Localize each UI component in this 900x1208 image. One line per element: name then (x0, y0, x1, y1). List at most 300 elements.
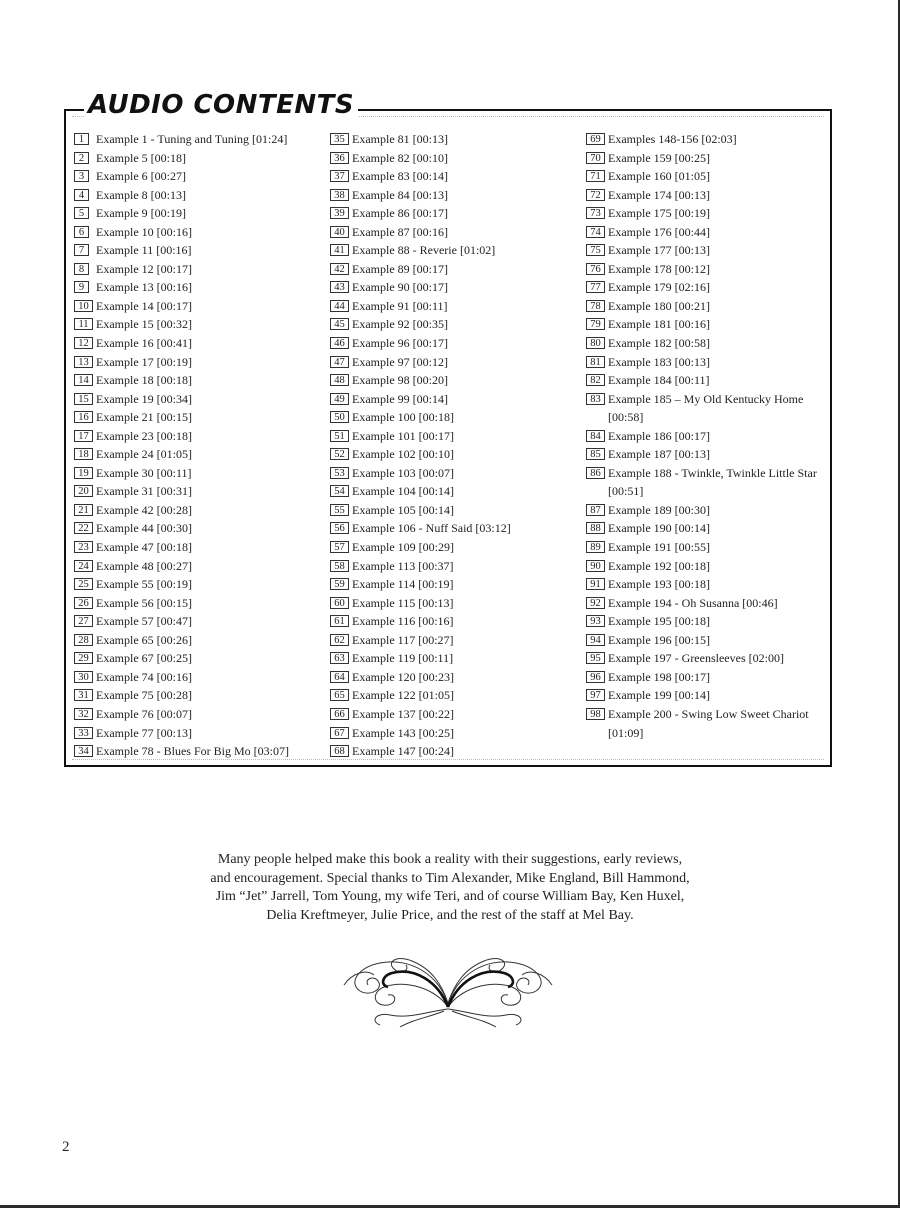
track-title: Example 200 - Swing Low Sweet Chariot [01:09] (608, 706, 809, 740)
track-item (330, 334, 580, 353)
track-item (586, 315, 836, 334)
track-title: Example 12 [00:17] (96, 261, 192, 276)
track-number-box: 55 (330, 504, 349, 516)
track-item (74, 186, 324, 205)
track-number-box: 35 (330, 133, 349, 145)
track-number-box: 19 (74, 467, 93, 479)
track-title: Example 55 [00:19] (96, 577, 192, 592)
track-item (74, 427, 324, 446)
track-title: Example 159 [00:25] (608, 150, 710, 165)
track-item (586, 427, 836, 446)
track-item (330, 575, 580, 594)
track-title: Example 24 [01:05] (96, 447, 192, 462)
track-item (74, 482, 324, 501)
track-title: Example 86 [00:17] (352, 206, 448, 221)
track-number-box: 74 (586, 226, 605, 238)
track-number-box: 88 (586, 522, 605, 534)
track-title: Example 44 [00:30] (96, 521, 192, 536)
track-item (586, 538, 836, 557)
track-number-box: 92 (586, 597, 605, 609)
track-title: Example 147 [00:24] (352, 744, 454, 759)
track-number-box: 47 (330, 356, 349, 368)
track-title: Example 176 [00:44] (608, 224, 710, 239)
track-title: Example 102 [00:10] (352, 447, 454, 462)
track-item (74, 519, 324, 538)
track-column-2 (330, 130, 580, 761)
track-number-box: 54 (330, 485, 349, 497)
track-title: Example 31 [00:31] (96, 484, 192, 499)
track-item (330, 390, 580, 409)
track-number-box: 1 (74, 133, 89, 145)
track-number-box: 27 (74, 615, 93, 627)
track-number-box: 71 (586, 170, 605, 182)
track-title: Example 88 - Reverie [01:02] (352, 243, 496, 258)
track-item (586, 705, 836, 742)
track-item (330, 501, 580, 520)
track-item (586, 445, 836, 464)
track-number-box: 3 (74, 170, 89, 182)
track-item (586, 649, 836, 668)
track-title: Example 179 [02:16] (608, 280, 710, 295)
track-number-box: 77 (586, 281, 605, 293)
track-number-box: 36 (330, 152, 349, 164)
track-number-box: 9 (74, 281, 89, 293)
track-item (74, 705, 324, 724)
acknowledgements-line: Jim “Jet” Jarrell, Tom Young, my wife Teri, and of course William Bay, Ken Huxel, (215, 889, 685, 904)
track-number-box: 50 (330, 411, 349, 423)
track-number-box: 80 (586, 337, 605, 349)
track-title: Example 75 [00:28] (96, 688, 192, 703)
track-title: Example 106 - Nuff Said [03:12] (352, 521, 511, 536)
track-item (330, 186, 580, 205)
track-item (330, 241, 580, 260)
track-item (586, 519, 836, 538)
track-title: Example 89 [00:17] (352, 261, 448, 276)
track-item (74, 390, 324, 409)
track-number-box: 58 (330, 560, 349, 572)
track-title: Example 103 [00:07] (352, 465, 454, 480)
track-title: Example 96 [00:17] (352, 336, 448, 351)
track-item (330, 538, 580, 557)
track-item (330, 668, 580, 687)
track-title: Example 174 [00:13] (608, 187, 710, 202)
track-title: Example 6 [00:27] (96, 169, 186, 184)
track-item (74, 149, 324, 168)
track-item (74, 315, 324, 334)
track-title: Example 23 [00:18] (96, 428, 192, 443)
track-title: Example 104 [00:14] (352, 484, 454, 499)
track-item (586, 594, 836, 613)
track-number-box: 23 (74, 541, 93, 553)
track-number-box: 29 (74, 652, 93, 664)
track-item (74, 241, 324, 260)
track-item (586, 278, 836, 297)
track-item (74, 631, 324, 650)
track-item (74, 334, 324, 353)
track-item (586, 167, 836, 186)
track-number-box: 69 (586, 133, 605, 145)
track-title: Example 14 [00:17] (96, 298, 192, 313)
track-number-box: 66 (330, 708, 349, 720)
track-item (586, 223, 836, 242)
track-title: Example 197 - Greensleeves [02:00] (608, 651, 784, 666)
track-item (586, 260, 836, 279)
track-title: Example 198 [00:17] (608, 669, 710, 684)
track-number-box: 25 (74, 578, 93, 590)
track-item (74, 464, 324, 483)
track-column-1 (74, 130, 324, 761)
track-title: Example 84 [00:13] (352, 187, 448, 202)
track-number-box: 49 (330, 393, 349, 405)
track-number-box: 67 (330, 727, 349, 739)
track-number-box: 39 (330, 207, 349, 219)
track-number-box: 64 (330, 671, 349, 683)
track-item (74, 353, 324, 372)
track-number-box: 53 (330, 467, 349, 479)
track-number-box: 96 (586, 671, 605, 683)
track-number-box: 44 (330, 300, 349, 312)
track-title: Example 195 [00:18] (608, 614, 710, 629)
track-item (330, 204, 580, 223)
track-title: Example 9 [00:19] (96, 206, 186, 221)
track-number-box: 90 (586, 560, 605, 572)
track-title: Example 47 [00:18] (96, 540, 192, 555)
track-title: Example 194 - Oh Susanna [00:46] (608, 595, 778, 610)
track-number-box: 46 (330, 337, 349, 349)
flourish-ornament-icon (340, 945, 556, 1029)
track-item (586, 130, 836, 149)
track-item (74, 260, 324, 279)
track-item (330, 371, 580, 390)
track-title: Example 117 [00:27] (352, 632, 454, 647)
track-number-box: 42 (330, 263, 349, 275)
page-number: 2 (62, 1139, 70, 1155)
track-number-box: 24 (74, 560, 93, 572)
track-title: Example 190 [00:14] (608, 521, 710, 536)
track-number-box: 45 (330, 318, 349, 330)
track-title: Example 137 [00:22] (352, 706, 454, 721)
track-item (74, 204, 324, 223)
track-number-box: 98 (586, 708, 605, 720)
track-number-box: 65 (330, 689, 349, 701)
track-title: Example 18 [00:18] (96, 373, 192, 388)
track-number-box: 75 (586, 244, 605, 256)
track-item (74, 130, 324, 149)
track-item (586, 631, 836, 650)
track-title: Example 191 [00:55] (608, 540, 710, 555)
track-item (74, 297, 324, 316)
track-title: Example 180 [00:21] (608, 298, 710, 313)
track-title: Example 116 [00:16] (352, 614, 454, 629)
track-number-box: 4 (74, 189, 89, 201)
track-number-box: 40 (330, 226, 349, 238)
track-item (330, 594, 580, 613)
track-number-box: 22 (74, 522, 93, 534)
track-title: Example 99 [00:14] (352, 391, 448, 406)
track-number-box: 48 (330, 374, 349, 386)
track-item (330, 223, 580, 242)
track-item (586, 464, 836, 501)
track-number-box: 59 (330, 578, 349, 590)
track-item (330, 557, 580, 576)
track-column-3 (586, 130, 836, 742)
track-title: Example 113 [00:37] (352, 558, 454, 573)
track-item (74, 686, 324, 705)
track-number-box: 12 (74, 337, 93, 349)
track-number-box: 95 (586, 652, 605, 664)
track-number-box: 76 (586, 263, 605, 275)
track-item (586, 390, 836, 427)
track-number-box: 17 (74, 430, 93, 442)
track-title: Example 8 [00:13] (96, 187, 186, 202)
acknowledgements (150, 851, 750, 925)
track-item (330, 519, 580, 538)
track-item (330, 427, 580, 446)
track-item (330, 612, 580, 631)
track-title: Example 74 [00:16] (96, 669, 192, 684)
track-title: Example 56 [00:15] (96, 595, 192, 610)
track-number-box: 82 (586, 374, 605, 386)
track-title: Example 30 [00:11] (96, 465, 192, 480)
track-number-box: 7 (74, 244, 89, 256)
track-number-box: 52 (330, 448, 349, 460)
track-item (586, 612, 836, 631)
track-number-box: 32 (74, 708, 93, 720)
track-item (74, 223, 324, 242)
track-item (330, 297, 580, 316)
track-number-box: 60 (330, 597, 349, 609)
acknowledgements-line: Many people helped make this book a reality with their suggestions, early reviews, (217, 852, 683, 867)
track-item (586, 501, 836, 520)
track-number-box: 38 (330, 189, 349, 201)
track-item (74, 668, 324, 687)
track-item (586, 575, 836, 594)
track-item (586, 241, 836, 260)
track-title: Example 119 [00:11] (352, 651, 454, 666)
track-item (586, 334, 836, 353)
track-item (330, 705, 580, 724)
track-title: Example 199 [00:14] (608, 688, 710, 703)
track-item (330, 649, 580, 668)
track-title: Example 181 [00:16] (608, 317, 710, 332)
track-title: Example 48 [00:27] (96, 558, 192, 573)
track-title: Example 178 [00:12] (608, 261, 710, 276)
track-title: Example 19 [00:34] (96, 391, 192, 406)
track-title: Example 92 [00:35] (352, 317, 448, 332)
track-title: Examples 148-156 [02:03] (608, 132, 737, 146)
track-item (330, 315, 580, 334)
track-number-box: 11 (74, 318, 93, 330)
track-item (330, 482, 580, 501)
track-title: Example 122 [01:05] (352, 688, 454, 703)
track-title: Example 65 [00:26] (96, 632, 192, 647)
track-title: Example 120 [00:23] (352, 669, 454, 684)
track-item (330, 686, 580, 705)
track-number-box: 91 (586, 578, 605, 590)
track-item (330, 149, 580, 168)
track-title: Example 90 [00:17] (352, 280, 448, 295)
track-item (74, 278, 324, 297)
acknowledgements-line: and encouragement. Special thanks to Tim Alexander, Mike England, Bill Hammond, (210, 870, 690, 886)
track-number-box: 85 (586, 448, 605, 460)
track-title: Example 15 [00:32] (96, 317, 192, 332)
track-number-box: 26 (74, 597, 93, 609)
track-item (330, 353, 580, 372)
track-title: Example 42 [00:28] (96, 502, 192, 517)
track-title: Example 82 [00:10] (352, 150, 448, 165)
track-item (74, 594, 324, 613)
track-title: Example 97 [00:12] (352, 354, 448, 369)
track-title: Example 186 [00:17] (608, 428, 710, 443)
track-number-box: 30 (74, 671, 93, 683)
track-title: Example 115 [00:13] (352, 595, 454, 610)
track-title: Example 189 [00:30] (608, 502, 710, 517)
track-item (74, 612, 324, 631)
track-title: Example 83 [00:14] (352, 169, 448, 184)
track-item (74, 742, 324, 761)
track-number-box: 13 (74, 356, 93, 368)
track-number-box: 20 (74, 485, 93, 497)
track-title: Example 182 [00:58] (608, 336, 710, 351)
track-number-box: 28 (74, 634, 93, 646)
track-number-box: 37 (330, 170, 349, 182)
track-item (74, 724, 324, 743)
track-title: Example 114 [00:19] (352, 577, 454, 592)
track-item (330, 631, 580, 650)
track-title: Example 196 [00:15] (608, 632, 710, 647)
track-number-box: 86 (586, 467, 605, 479)
track-item (74, 501, 324, 520)
track-item (330, 278, 580, 297)
track-number-box: 87 (586, 504, 605, 516)
track-number-box: 68 (330, 745, 349, 757)
track-number-box: 33 (74, 727, 93, 739)
track-title: Example 5 [00:18] (96, 150, 186, 165)
track-item (586, 557, 836, 576)
track-number-box: 15 (74, 393, 93, 405)
track-item (330, 408, 580, 427)
track-number-box: 8 (74, 263, 89, 275)
track-title: Example 160 [01:05] (608, 169, 710, 184)
track-title: Example 193 [00:18] (608, 577, 710, 592)
track-number-box: 70 (586, 152, 605, 164)
track-item (74, 371, 324, 390)
track-title: Example 105 [00:14] (352, 502, 454, 517)
track-number-box: 81 (586, 356, 605, 368)
track-title: Example 183 [00:13] (608, 354, 710, 369)
track-title: Example 10 [00:16] (96, 224, 192, 239)
audio-contents-title: AUDIO CONTENTS (84, 88, 358, 122)
track-item (74, 557, 324, 576)
track-title: Example 109 [00:29] (352, 540, 454, 555)
track-item (74, 167, 324, 186)
track-item (586, 371, 836, 390)
track-title: Example 67 [00:25] (96, 651, 192, 666)
track-title: Example 87 [00:16] (352, 224, 448, 239)
track-item (330, 742, 580, 761)
track-number-box: 94 (586, 634, 605, 646)
track-number-box: 56 (330, 522, 349, 534)
track-item (586, 686, 836, 705)
track-number-box: 14 (74, 374, 93, 386)
track-number-box: 62 (330, 634, 349, 646)
track-number-box: 78 (586, 300, 605, 312)
track-title: Example 17 [00:19] (96, 354, 192, 369)
track-item (330, 167, 580, 186)
track-item (74, 538, 324, 557)
track-item (74, 445, 324, 464)
track-item (586, 668, 836, 687)
track-number-box: 18 (74, 448, 93, 460)
track-title: Example 1 - Tuning and Tuning [01:24] (96, 132, 288, 146)
track-item (586, 297, 836, 316)
track-title: Example 187 [00:13] (608, 447, 710, 462)
track-number-box: 10 (74, 300, 93, 312)
track-title: Example 76 [00:07] (96, 706, 192, 721)
track-number-box: 31 (74, 689, 93, 701)
track-title: Example 175 [00:19] (608, 206, 710, 221)
track-item (586, 204, 836, 223)
track-item (586, 353, 836, 372)
track-title: Example 78 - Blues For Big Mo [03:07] (96, 744, 289, 759)
track-number-box: 21 (74, 504, 93, 516)
track-item (330, 464, 580, 483)
track-item (330, 724, 580, 743)
track-item (586, 186, 836, 205)
track-number-box: 2 (74, 152, 89, 164)
track-title: Example 81 [00:13] (352, 132, 448, 146)
track-title: Example 100 [00:18] (352, 410, 454, 425)
track-number-box: 16 (74, 411, 93, 423)
track-item (330, 445, 580, 464)
track-item (74, 649, 324, 668)
track-item (586, 149, 836, 168)
track-number-box: 61 (330, 615, 349, 627)
track-title: Example 13 [00:16] (96, 280, 192, 295)
track-title: Example 143 [00:25] (352, 725, 454, 740)
track-number-box: 41 (330, 244, 349, 256)
track-title: Example 185 – My Old Kentucky Home [00:58] (608, 391, 804, 425)
track-item (330, 260, 580, 279)
track-title: Example 101 [00:17] (352, 428, 454, 443)
track-number-box: 93 (586, 615, 605, 627)
track-title: Example 21 [00:15] (96, 410, 192, 425)
track-title: Example 188 - Twinkle, Twinkle Little Star [00:51] (608, 465, 817, 499)
track-title: Example 98 [00:20] (352, 373, 448, 388)
track-title: Example 11 [00:16] (96, 243, 192, 258)
track-title: Example 77 [00:13] (96, 725, 192, 740)
track-number-box: 97 (586, 689, 605, 701)
track-number-box: 79 (586, 318, 605, 330)
track-number-box: 57 (330, 541, 349, 553)
track-number-box: 83 (586, 393, 605, 405)
track-title: Example 57 [00:47] (96, 614, 192, 629)
track-item (330, 130, 580, 149)
track-number-box: 6 (74, 226, 89, 238)
track-number-box: 89 (586, 541, 605, 553)
track-title: Example 177 [00:13] (608, 243, 710, 258)
track-number-box: 43 (330, 281, 349, 293)
track-number-box: 84 (586, 430, 605, 442)
track-title: Example 91 [00:11] (352, 298, 448, 313)
track-number-box: 5 (74, 207, 89, 219)
track-number-box: 63 (330, 652, 349, 664)
track-number-box: 34 (74, 745, 93, 757)
track-item (74, 575, 324, 594)
track-number-box: 73 (586, 207, 605, 219)
track-title: Example 192 [00:18] (608, 558, 710, 573)
track-title: Example 16 [00:41] (96, 336, 192, 351)
